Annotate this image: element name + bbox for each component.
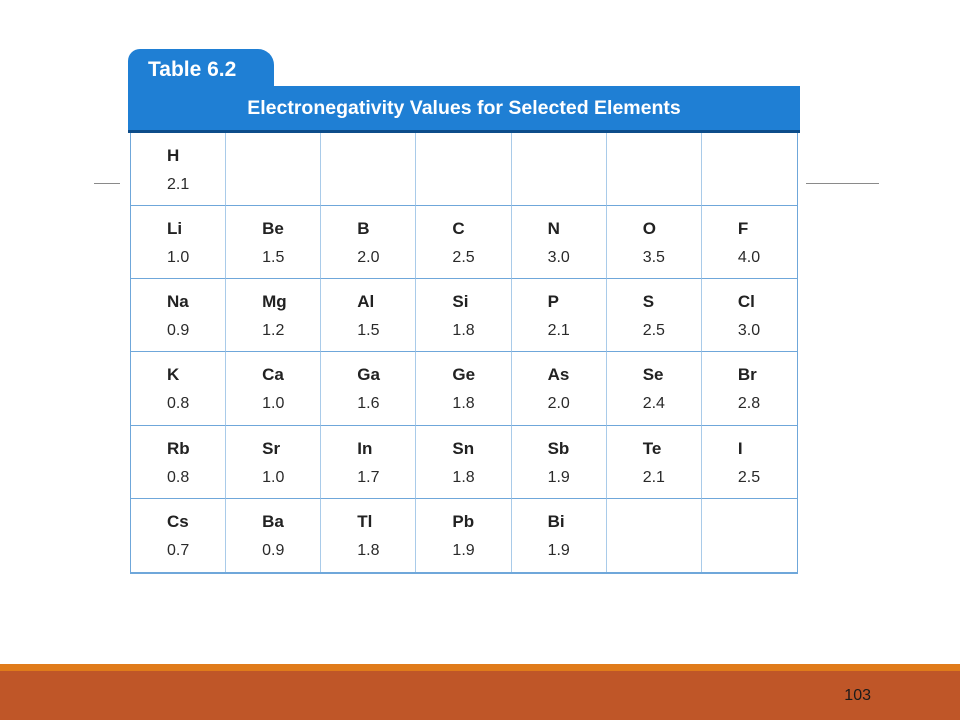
- element-symbol: F: [737, 219, 749, 239]
- electronegativity-value: 2.1: [547, 322, 570, 340]
- element-cell: [131, 352, 226, 425]
- empty-cell: [702, 133, 797, 206]
- element-symbol: K: [167, 365, 180, 385]
- element-symbol: Mg: [262, 292, 287, 312]
- element-symbol: Sr: [262, 438, 281, 458]
- electronegativity-value: 2.0: [357, 249, 380, 267]
- element-symbol: I: [737, 438, 743, 458]
- element-cell: [321, 426, 416, 499]
- element-cell: [702, 279, 797, 352]
- electronegativity-value: 2.1: [642, 468, 665, 486]
- electronegativity-value: 2.1: [167, 176, 190, 193]
- element-symbol: Al: [357, 292, 375, 312]
- element-symbol: Ga: [357, 365, 380, 385]
- element-cell: [607, 352, 702, 425]
- electronegativity-value: 0.8: [167, 395, 190, 413]
- electronegativity-value: 1.5: [357, 322, 380, 340]
- electronegativity-value: 2.5: [737, 468, 761, 486]
- element-cell: [226, 206, 321, 279]
- electronegativity-value: 0.7: [167, 541, 190, 559]
- element-symbol: Bi: [547, 511, 565, 531]
- element-cell: [416, 206, 511, 279]
- element-cell: [607, 279, 702, 352]
- electronegativity-value: 1.0: [262, 395, 285, 413]
- electronegativity-value: 0.9: [262, 541, 285, 559]
- electronegativity-value: 1.0: [262, 468, 285, 486]
- electronegativity-value: 1.8: [452, 395, 475, 413]
- element-cell: [512, 426, 607, 499]
- element-cell: [321, 206, 416, 279]
- element-cell: [512, 279, 607, 352]
- element-symbol: Sb: [547, 438, 570, 458]
- empty-cell: [512, 133, 607, 206]
- element-cell: [131, 133, 226, 206]
- electronegativity-value: 1.9: [547, 541, 570, 559]
- element-symbol: Ca: [262, 365, 284, 385]
- electronegativity-value: 1.8: [452, 322, 475, 340]
- element-cell: [226, 352, 321, 425]
- electronegativity-value: 1.6: [357, 395, 380, 413]
- element-cell: [131, 206, 226, 279]
- table-title: Electronegativity Values for Selected Elements: [128, 86, 800, 131]
- element-symbol: Te: [642, 438, 662, 458]
- element-cell: [416, 352, 511, 425]
- element-symbol: Li: [167, 219, 183, 239]
- electronegativity-value: 0.9: [167, 322, 190, 340]
- element-symbol: O: [642, 219, 656, 239]
- electronegativity-value: 1.8: [357, 541, 380, 559]
- electronegativity-value: 4.0: [737, 249, 761, 267]
- element-symbol: As: [547, 365, 570, 385]
- element-symbol: Ba: [262, 511, 284, 531]
- empty-cell: [702, 499, 797, 572]
- electronegativity-value: 1.9: [547, 468, 570, 486]
- element-symbol: C: [452, 219, 465, 239]
- element-cell: [416, 279, 511, 352]
- element-cell: [607, 206, 702, 279]
- electronegativity-value: 2.5: [642, 322, 665, 340]
- element-cell: [131, 499, 226, 572]
- decorative-line-left: [94, 183, 120, 184]
- footer-accent-stripe: [0, 664, 960, 671]
- electronegativity-value: 1.2: [262, 322, 285, 340]
- element-cell: [131, 426, 226, 499]
- element-cell: [226, 499, 321, 572]
- element-cell: [226, 426, 321, 499]
- electronegativity-value: 1.9: [452, 541, 475, 559]
- element-cell: [226, 279, 321, 352]
- element-symbol: Br: [737, 365, 757, 385]
- element-cell: [321, 279, 416, 352]
- electronegativity-value: 1.7: [357, 468, 380, 486]
- electronegativity-value: 3.0: [547, 249, 570, 267]
- element-symbol: Be: [262, 219, 284, 239]
- empty-cell: [607, 133, 702, 206]
- element-symbol: Ge: [452, 365, 476, 385]
- element-symbol: Na: [167, 292, 189, 312]
- element-symbol: Pb: [452, 511, 475, 531]
- element-symbol: S: [642, 292, 655, 312]
- page-number: 103: [844, 687, 871, 704]
- table-tab-label: Table 6.2: [128, 49, 274, 89]
- element-cell: [416, 426, 511, 499]
- element-cell: [131, 279, 226, 352]
- electronegativity-value: 1.0: [167, 249, 190, 267]
- electronegativity-value: 1.8: [452, 468, 475, 486]
- element-cell: [512, 352, 607, 425]
- element-cell: [702, 352, 797, 425]
- element-symbol: In: [357, 438, 373, 458]
- empty-cell: [416, 133, 511, 206]
- element-symbol: Tl: [357, 511, 373, 531]
- electronegativity-table-figure: [128, 46, 800, 579]
- element-symbol: P: [547, 292, 559, 312]
- element-symbol: H: [167, 146, 180, 165]
- electronegativity-value: 1.5: [262, 249, 285, 267]
- element-symbol: B: [357, 219, 370, 239]
- element-cell: [607, 426, 702, 499]
- empty-cell: [607, 499, 702, 572]
- element-cell: [702, 206, 797, 279]
- electronegativity-value: 2.4: [642, 395, 665, 413]
- element-cell: [512, 206, 607, 279]
- electronegativity-value: 2.0: [547, 395, 570, 413]
- electronegativity-value: 3.5: [642, 249, 665, 267]
- element-cell: [512, 499, 607, 572]
- element-symbol: Si: [452, 292, 469, 312]
- electronegativity-value: 3.0: [737, 322, 761, 340]
- element-cell: [321, 499, 416, 572]
- element-symbol: Se: [642, 365, 664, 385]
- element-symbol: Sn: [452, 438, 475, 458]
- element-cell: [321, 352, 416, 425]
- footer-bar: [0, 671, 960, 720]
- electronegativity-value: 2.8: [737, 395, 761, 413]
- electronegativity-value: 0.8: [167, 468, 190, 486]
- empty-cell: [321, 133, 416, 206]
- electronegativity-value: 2.5: [452, 249, 475, 267]
- element-symbol: N: [547, 219, 560, 239]
- element-grid: [130, 133, 798, 574]
- element-cell: [416, 499, 511, 572]
- element-cell: [702, 426, 797, 499]
- element-symbol: Rb: [167, 438, 190, 458]
- element-symbol: Cl: [737, 292, 755, 312]
- decorative-line-right: [806, 183, 879, 184]
- element-symbol: Cs: [167, 511, 189, 531]
- empty-cell: [226, 133, 321, 206]
